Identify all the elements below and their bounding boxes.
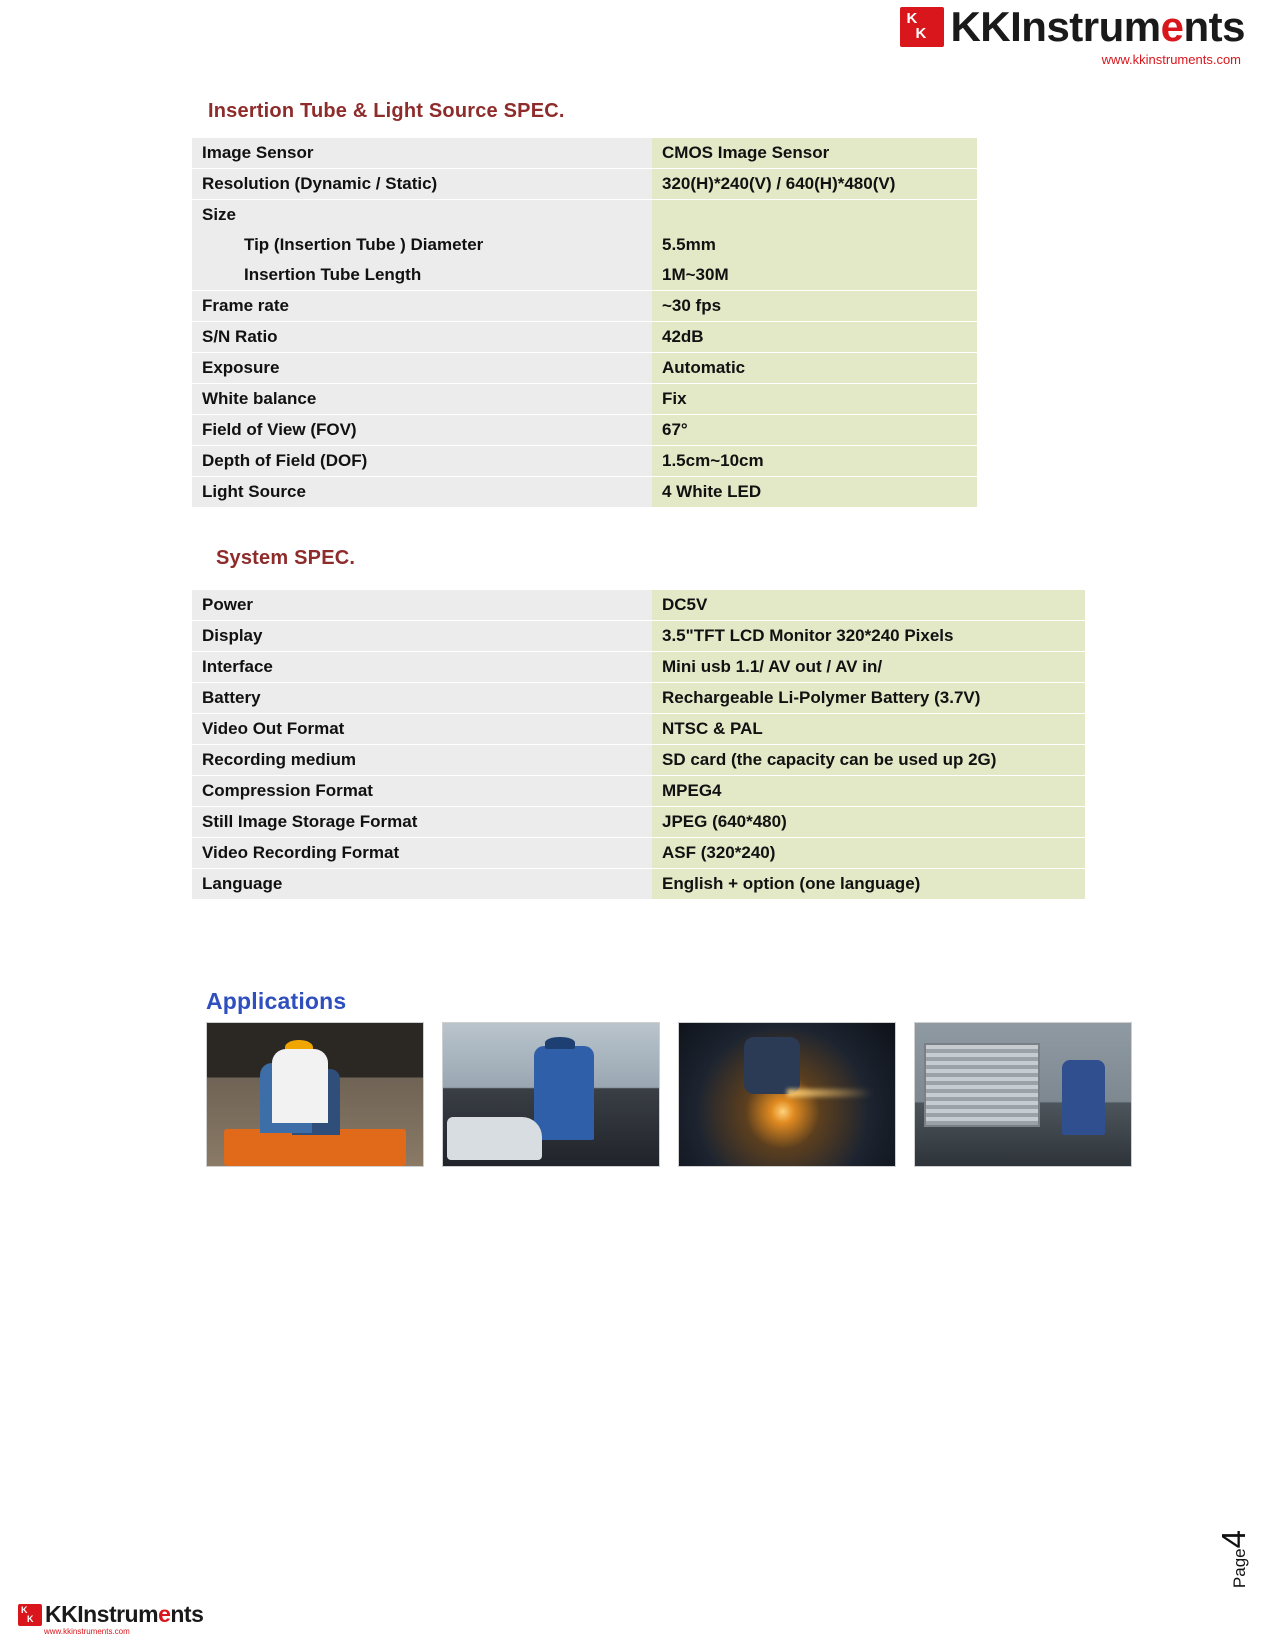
row-label: Field of View (FOV) (192, 415, 652, 446)
logo-mark-letter-2: K (27, 1613, 34, 1624)
kk-logo-mark-footer (18, 1604, 42, 1626)
row-value: Rechargeable Li-Polymer Battery (3.7V) (652, 683, 1085, 714)
table-row (192, 621, 1085, 652)
row-value: Fix (652, 384, 977, 415)
table-row (192, 138, 977, 169)
brand-wordmark-accent: e (1160, 3, 1184, 50)
brand-wordmark-footer (45, 1603, 203, 1626)
row-label: Battery (192, 683, 652, 714)
row-label: Insertion Tube Length (192, 260, 652, 291)
brand-wordmark-main: KKInstrum (45, 1601, 159, 1627)
table-row (192, 714, 1085, 745)
table-row (192, 477, 977, 508)
table-row (192, 590, 1085, 621)
row-value: JPEG (640*480) (652, 807, 1085, 838)
page-number (1215, 1530, 1253, 1588)
table-row (192, 322, 977, 353)
row-value: 1.5cm~10cm (652, 446, 977, 477)
row-label: Recording medium (192, 745, 652, 776)
row-value (652, 200, 977, 231)
row-label: Exposure (192, 353, 652, 384)
row-value: 5.5mm (652, 230, 977, 260)
table-row (192, 869, 1085, 900)
table-row (192, 169, 977, 200)
row-label: Still Image Storage Format (192, 807, 652, 838)
brand-wordmark-tail: nts (170, 1601, 204, 1627)
table-row (192, 683, 1085, 714)
table-row (192, 230, 977, 260)
table-row (192, 384, 977, 415)
row-value: NTSC & PAL (652, 714, 1085, 745)
table-row (192, 745, 1085, 776)
table-row (192, 260, 977, 291)
footer-brand-logo (18, 1603, 203, 1636)
brand-wordmark-accent: e (158, 1601, 171, 1627)
logo-mark-letter-2: K (915, 25, 927, 42)
row-label: Resolution (Dynamic / Static) (192, 169, 652, 200)
row-value: ~30 fps (652, 291, 977, 322)
row-value: Automatic (652, 353, 977, 384)
table-row (192, 291, 977, 322)
row-label: Video Out Format (192, 714, 652, 745)
row-value: CMOS Image Sensor (652, 138, 977, 169)
row-value: DC5V (652, 590, 1085, 621)
row-label: Power (192, 590, 652, 621)
brand-wordmark-tail: nts (1183, 3, 1245, 50)
brand-website-url[interactable]: www.kkinstruments.com (1101, 52, 1241, 67)
row-label: Frame rate (192, 291, 652, 322)
system-spec-table (192, 590, 1085, 900)
applications-photo-row (206, 1022, 1132, 1167)
table-row (192, 415, 977, 446)
row-label: Language (192, 869, 652, 900)
table-row (192, 776, 1085, 807)
row-label: Image Sensor (192, 138, 652, 169)
row-label: Depth of Field (DOF) (192, 446, 652, 477)
table-row (192, 807, 1085, 838)
row-value: MPEG4 (652, 776, 1085, 807)
cap-icon (545, 1037, 575, 1048)
brand-wordmark-main: KKInstrum (950, 3, 1161, 50)
row-value: ASF (320*240) (652, 838, 1085, 869)
row-value: 3.5"TFT LCD Monitor 320*240 Pixels (652, 621, 1085, 652)
table-row (192, 838, 1085, 869)
row-label: Interface (192, 652, 652, 683)
row-label: Tip (Insertion Tube ) Diameter (192, 230, 652, 260)
footer-website-url[interactable]: www.kkinstruments.com (44, 1627, 130, 1636)
row-label: Compression Format (192, 776, 652, 807)
logo-mark-letter-1: K (21, 1604, 28, 1615)
row-value: SD card (the capacity can be used up 2G) (652, 745, 1085, 776)
row-value: 1M~30M (652, 260, 977, 291)
row-label: S/N Ratio (192, 322, 652, 353)
row-label: Light Source (192, 477, 652, 508)
automotive-mechanic-photo (442, 1022, 660, 1167)
row-value: 4 White LED (652, 477, 977, 508)
row-value: 320(H)*240(V) / 640(H)*480(V) (652, 169, 977, 200)
applications-title: Applications (206, 988, 347, 1014)
row-label: White balance (192, 384, 652, 415)
page-number-value: 4 (1215, 1530, 1252, 1549)
kk-logo-mark (900, 7, 944, 47)
welding-photo (678, 1022, 896, 1167)
row-value: 67° (652, 415, 977, 446)
table-row (192, 652, 1085, 683)
table-row (192, 353, 977, 384)
table-row (192, 200, 977, 231)
row-label: Size (192, 200, 652, 231)
row-value: English + option (one language) (652, 869, 1085, 900)
insertion-spec-table (192, 138, 977, 508)
table-row (192, 446, 977, 477)
hard-hat-icon (285, 1040, 313, 1054)
row-value: Mini usb 1.1/ AV out / AV in/ (652, 652, 1085, 683)
row-value: 42dB (652, 322, 977, 353)
hvac-technician-photo (914, 1022, 1132, 1167)
page-label: Page (1230, 1548, 1249, 1589)
row-label: Video Recording Format (192, 838, 652, 869)
system-spec-title: System SPEC. (216, 547, 356, 569)
construction-worker-photo (206, 1022, 424, 1167)
row-label: Display (192, 621, 652, 652)
brand-wordmark (950, 3, 1245, 50)
logo-mark-letter-1: K (906, 10, 918, 27)
header-brand-logo (900, 3, 1245, 67)
insertion-spec-title: Insertion Tube & Light Source SPEC. (208, 100, 565, 122)
